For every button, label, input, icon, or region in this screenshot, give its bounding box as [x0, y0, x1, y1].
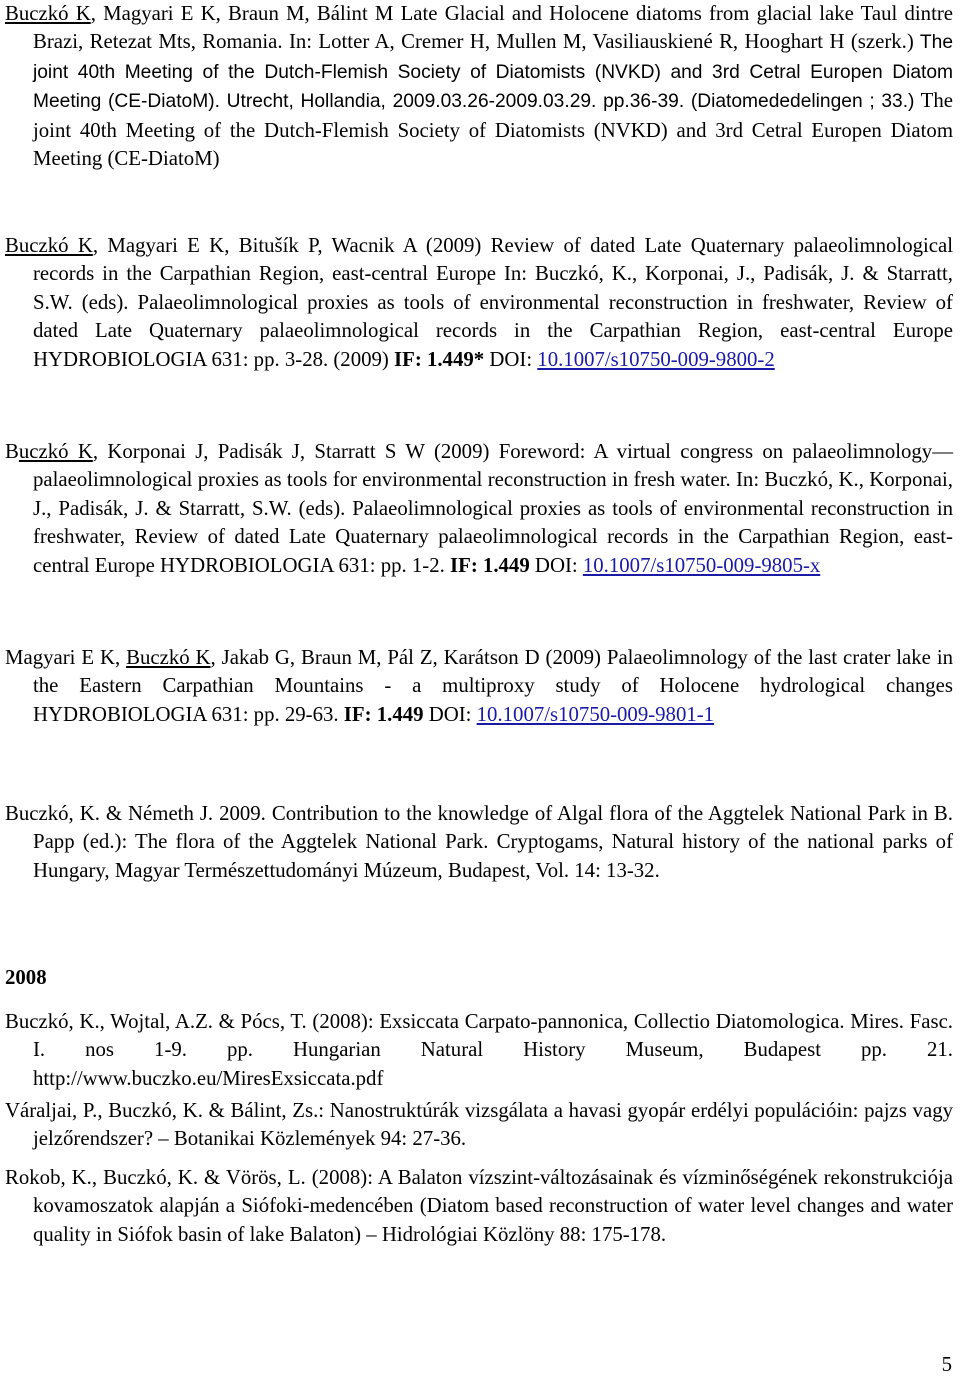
- citation-text: , Jakab G, Braun M, Pál Z, Karátson D (2009) Palaeolimnology of the last crater lake in the Eastern Carpathian Mountains - a multiproxy study of Holocene hydrological changes HYDROBIOLOGIA 631: pp. 29-63.: [33, 646, 953, 726]
- citation-text: Rokob, K., Buczkó, K. & Vörös, L. (2008): A Balaton vízszint-változásainak és vízminőségének rekonstrukciója kovamoszatok alapján a Siófoki-medencében (Diatom based reconstruction of water level changes and water quality in Siófok basin of lake Balaton) – Hidrológiai Közlöny 88: 175-178.: [5, 1166, 953, 1246]
- doi-label: DOI:: [423, 702, 477, 726]
- citation-text: The joint 40th Meeting of the Dutch-Flemish Society of Diatomists (NVKD) and 3rd Cetral Europen Diatom Meeting (CE-DiatoM). Utrecht, Hollandia, 2009.03.26-2009.03.29. pp.36-39. (Diatomededelingen ; 33.): [33, 32, 953, 113]
- citation-text: Buczkó, K. & Németh J. 2009. Contribution to the knowledge of Algal flora of the Aggtelek National Park in B. Papp (ed.): The flora of the Aggtelek National Park. Cryptogams, Natural history of the national parks of Hungary, Magyar Természettudományi Múzeum, Budapest, Vol. 14: 13-32.: [5, 802, 953, 882]
- author-initial: B: [5, 440, 19, 463]
- doi-link[interactable]: 10.1007/s10750-009-9800-2: [537, 347, 775, 371]
- doi-link[interactable]: 10.1007/s10750-009-9801-1: [476, 702, 715, 726]
- impact-factor: IF: 1.449: [450, 553, 530, 577]
- doi-label: DOI:: [484, 347, 538, 371]
- year-heading: 2008: [5, 966, 47, 989]
- citation-text: Váraljai, P., Buczkó, K. & Bálint, Zs.: Nanostruktúrák vizsgálata a havasi gyopár erdélyi populációin: pajzs vagy jelzőrendszer? – Botanikai Közlemények 94: 27-36.: [5, 1099, 953, 1151]
- citation-entry: [5, 438, 953, 580]
- citation-entry: [5, 0, 953, 173]
- citation-text: Magyari E K,: [5, 646, 127, 669]
- doi-link[interactable]: 10.1007/s10750-009-9805-x: [582, 553, 821, 577]
- citation-entry: [5, 800, 953, 885]
- citation-entry: [5, 644, 953, 729]
- author-name: uczkó K: [18, 440, 93, 463]
- author-name: Buczkó K: [5, 234, 93, 257]
- citation-text: The joint 40th Meeting of the Dutch-Flemish Society of Diatomists (NVKD) and 3rd Cetral Europen Diatom Meeting (CE-DiatoM): [33, 89, 953, 171]
- citation-text: , Korponai J, Padisák J, Starratt S W (2009) Foreword: A virtual congress on palaeolimnology—palaeolimnological proxies as tools for environmental reconstruction in fresh water. In: Buczkó, K., Korponai, J., Padisák, J. & Starratt, S.W. (eds). Palaeolimnological proxies as tools of environmental reconstruction in freshwater, Review of dated Late Quaternary palaeolimnological records in the Carpathian Region, east-central Europe HYDROBIOLOGIA 631: pp. 1-2.: [33, 440, 954, 577]
- citation-entry: [5, 1164, 953, 1249]
- citation-text: Buczkó, K., Wojtal, A.Z. & Pócs, T. (2008): Exsiccata Carpato-pannonica, Collectio Diatomologica. Mires. Fasc. I. nos 1-9. pp. Hungarian Natural History Museum, Budapest pp. 21. http://www.buczko.eu/MiresExsiccata.pdf: [5, 1010, 953, 1090]
- citation-entry: [5, 232, 953, 374]
- impact-factor: IF: 1.449*: [394, 347, 485, 371]
- citation-text: , Magyari E K, Bitušík P, Wacnik A (2009) Review of dated Late Quaternary palaeolimnological records in the Carpathian Region, east-central Europe In: Buczkó, K., Korponai, J., Padisák, J. & Starratt, S.W. (eds). Palaeolimnological proxies as tools of environmental reconstruction in freshwater, Review of dated Late Quaternary palaeolimnological records in the Carpathian Region, east-central Europe HYDROBIOLOGIA 631: pp. 3-28. (2009): [33, 234, 954, 371]
- page-number: 5: [941, 1353, 952, 1376]
- citation-entry: [5, 1008, 953, 1093]
- author-name: Buczkó K: [126, 646, 211, 669]
- citation-entry: [5, 1097, 953, 1154]
- citation-text: , Magyari E K, Braun M, Bálint M Late Glacial and Holocene diatoms from glacial lake Taul dintre Brazi, Retezat Mts, Romania. In: Lotter A, Cremer H, Mullen M, Vasiliauskiené R, Hooghart H (szerk.): [33, 2, 954, 54]
- impact-factor: IF: 1.449: [343, 702, 424, 726]
- doi-label: DOI:: [529, 553, 583, 577]
- author-name: Buczkó K: [5, 2, 91, 25]
